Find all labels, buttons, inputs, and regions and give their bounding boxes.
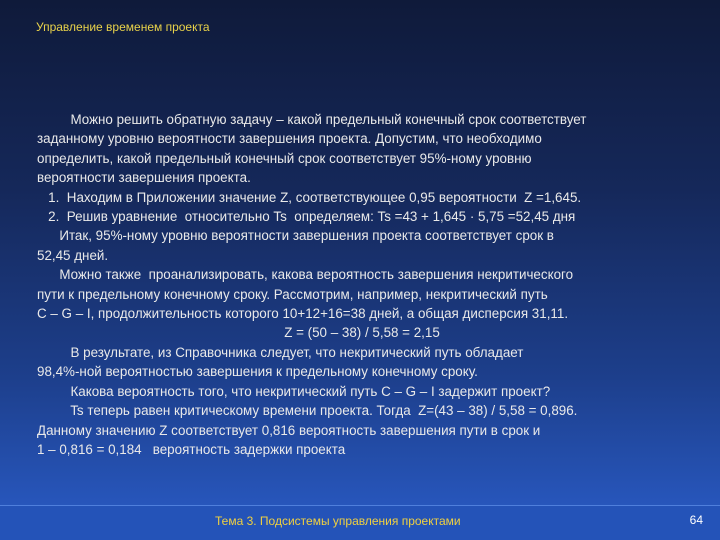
text-line: C – G – I, продолжительность которого 10+12+16=38 дней, а общая дисперсия 31,11. <box>37 306 569 322</box>
text-line: Данному значению Z соответствует 0,816 вероятность завершения пути в срок и <box>37 422 541 438</box>
text-line: Итак, 95%-ному уровню вероятности завершения проекта соответствует срок в <box>37 228 554 244</box>
text-line: В результате, из Справочника следует, что некритический путь обладает <box>37 344 524 360</box>
text-line: Можно также проанализировать, какова вероятность завершения некритического <box>37 267 574 283</box>
text-line: пути к предельному конечному сроку. Рассмотрим, например, некритический путь <box>37 286 548 302</box>
text-line: 1 – 0,816 = 0,184 вероятность задержки проекта <box>37 441 346 457</box>
numbered-step-2: 2. Решив уравнение относительно Ts определяем: Ts =43 + 1,645 · 5,75 =52,45 дня <box>37 209 576 225</box>
text-line: 98,4%-ной вероятностью завершения к предельному конечному сроку. <box>37 364 478 380</box>
text-line: определить, какой предельный конечный срок соответствует 95%-ному уровню <box>37 150 532 166</box>
text-line: вероятности завершения проекта. <box>37 170 251 186</box>
text-line: заданному уровню вероятности завершения проекта. Допустим, что необходимо <box>37 131 542 147</box>
page-title: Управление временем проекта <box>36 20 210 34</box>
body-text <box>37 110 687 459</box>
page-number: 64 <box>689 513 703 527</box>
text-line: Ts теперь равен критическому времени проекта. Тогда Z=(43 – 38) / 5,58 = 0,896. <box>37 403 578 419</box>
text-line: Можно решить обратную задачу – какой предельный конечный срок соответствует <box>37 112 587 127</box>
numbered-step-1: 1. Находим в Приложении значение Z, соответствующее 0,95 вероятности Z =1,645. <box>37 189 582 205</box>
footer-label: Тема 3. Подсистемы управления проектами <box>215 514 461 528</box>
formula-line: Z = (50 – 38) / 5,58 = 2,15 <box>284 325 440 341</box>
text-line: Какова вероятность того, что некритический путь C – G – I задержит проект? <box>37 383 551 399</box>
text-line: 52,45 дней. <box>37 247 109 263</box>
